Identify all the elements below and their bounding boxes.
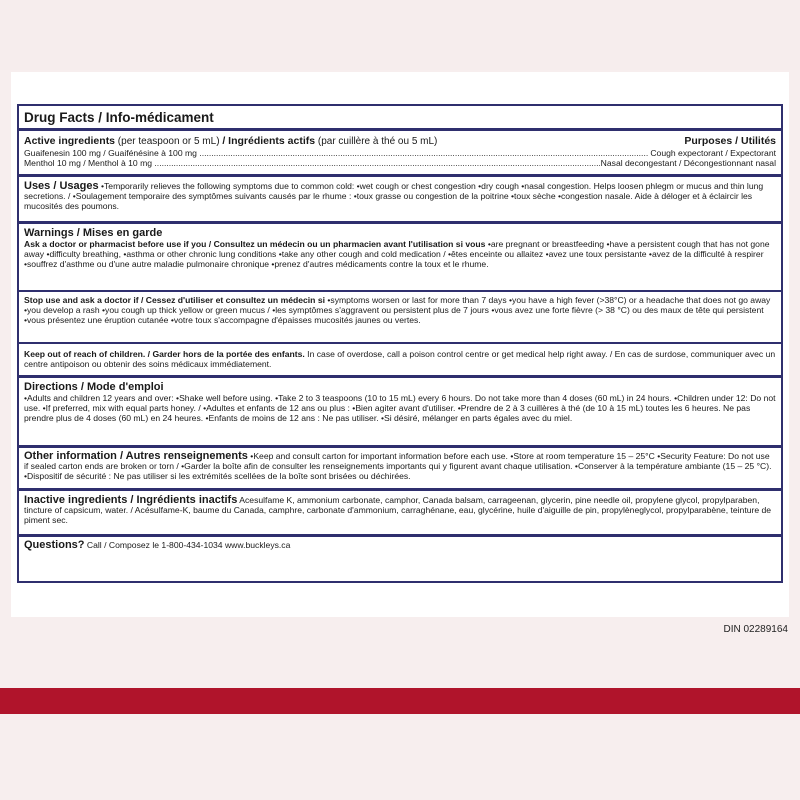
questions-section [19, 537, 781, 559]
drug-facts-title: Drug Facts / Info-médicament [24, 110, 214, 125]
warnings-section [19, 224, 781, 292]
uses-text: Uses / Usages •Temporarily relieves the following symptoms due to common cold: •wet cough or chest congestion •dry cough •nasal congestion. Helps loosen phlegm or mucus and thin lung secretions. / •Soulagement temporaire des symptômes suivants causés par le rhume : •toux grasse ou congestion de la poitrine •toux sèche •congestion nasale. Aide à déloger et à éclaircir les mucosités des poumons. [24, 180, 764, 212]
stop-use-section [19, 292, 781, 344]
inactive-ingredients-text: Inactive ingredients / Ingrédients inactifs Acesulfame K, ammonium carbonate, camphor, Canada balsam, carrageenan, glycerin, pine needle oil, propylene glycol, propylparaben, tincture of capsicum, water. / Acésulfame-K, baume du Canada, camphre, carbonate d'ammonium, carraghénane, eau, glycérine, huile d'aiguille de pin, propylèneglycol, propylparabène, teinture de piment sec. [24, 494, 772, 526]
other-information-heading: Other information / Autres renseignements [24, 450, 248, 462]
inactive-ingredients-heading: Inactive ingredients / Ingrédients inactifs [24, 494, 238, 506]
uses-section [19, 177, 781, 224]
questions-text: Questions? Call / Composez le 1-800-434-1034 www.buckleys.ca [24, 539, 291, 551]
keep-out-section [19, 344, 781, 378]
other-information-section [19, 448, 781, 491]
directions-section [19, 378, 781, 448]
warnings-text: Ask a doctor or pharmacist before use if you / Consultez un médecin ou un pharmacien avant l'utilisation si vous •are pregnant or breastfeeding •have a persistent cough that has not gone away •difficulty breathing, •asthma or other chronic lung conditions •take any other cough and cold medication / •êtes enceinte ou allaitez •avez une toux persistante •avez de la difficulté à respirer •souffrez d'asthme ou d'une autre maladie pulmonaire chronique •prenez d'autres médicaments contre la toux et le rhume. [24, 239, 770, 270]
directions-heading: Directions / Mode d'emploi [24, 381, 164, 393]
active-ingredients-header [24, 135, 776, 148]
ingredient-purpose: Nasal decongestant / Décongestionnant nasal [600, 158, 776, 169]
questions-heading: Questions? [24, 539, 85, 551]
ingredient-name: Guaifenesin 100 mg / Guaifénésine à 100 mg ..... [24, 148, 649, 158]
inactive-ingredients-section [19, 491, 781, 537]
top-background [0, 0, 800, 70]
stop-use-text: Stop use and ask a doctor if / Cessez d'utiliser et consultez un médecin si •symptoms worsen or last for more than 7 days •you have a high fever (>38°C) or a headache that does not go away •you develop a rash •you cough up thick yellow or green mucus / •les symptômes s'aggravent ou persistent plus de 7 jours •vous avez une forte fièvre (> 38 °C) ou des maux de tête qui persistent •vous présentez une éruption cutanée •votre toux s'accompagne d'épaisses mucosités jaunes ou vertes. [24, 295, 771, 326]
active-ingredients-section [19, 131, 781, 177]
drug-facts-title-section [19, 106, 781, 131]
warnings-heading: Warnings / Mises en garde [24, 227, 163, 239]
ingredient-row [24, 158, 776, 168]
ingredient-purpose: Cough expectorant / Expectorant [650, 148, 776, 158]
bottom-background [0, 714, 800, 800]
drug-facts-panel [17, 104, 783, 583]
red-stripe [0, 688, 800, 714]
ingredient-row [24, 148, 776, 158]
purposes-heading: Purposes / Utilités [684, 135, 776, 147]
active-ingredients-heading: Active ingredients (per teaspoon or 5 mL) / Ingrédients actifs (par cuillère à thé ou 5 mL) [24, 135, 438, 147]
directions-text: •Adults and children 12 years and over: •Shake well before using. •Take 2 to 3 teaspoons (10 to 15 mL) every 6 hours. Do not take more than 4 doses (60 mL) in 24 hours. •Children under 12: Do not use. •If preferred, mix with equal parts honey. / •Adultes et enfants de 12 ans ou plus : •Bien agiter avant d'utiliser. •Prendre de 2 à 3 cuillères à thé (de 10 à 15 mL) toutes les 6 heures. Ne pas prendre plus de 4 doses (60 mL) en 24 heures. •Enfants de moins de 12 ans : Ne pas utiliser. •Si désiré, mélanger en parts égales avec du miel. [24, 393, 776, 424]
other-information-text: Other information / Autres renseignements •Keep and consult carton for important information before each use. •Store at room temperature 15 – 25°C •Security Feature: Do not use if sealed carton ends are broken or torn / •Garder la boîte afin de consulter les renseignements importants qui y figurent avant chaque utilisation. •Conserver à la température ambiante (15 – 25 °C). •Dispositif de sécurité : Ne pas utiliser si les extrémités scellées de la boîte sont brisées ou déchirées. [24, 450, 772, 482]
uses-heading: Uses / Usages [24, 180, 99, 192]
keep-out-text: Keep out of reach of children. / Garder hors de la portée des enfants. In case of overdose, call a poison control centre or get medical help right away. / En cas de surdose, communiquer avec un centre antipoison ou obtenir des soins médicaux immédiatement. [24, 349, 776, 370]
din-number: DIN 02289164 [723, 624, 788, 635]
ingredient-name: Menthol 10 mg / Menthol à 10 mg ..... [24, 158, 600, 168]
